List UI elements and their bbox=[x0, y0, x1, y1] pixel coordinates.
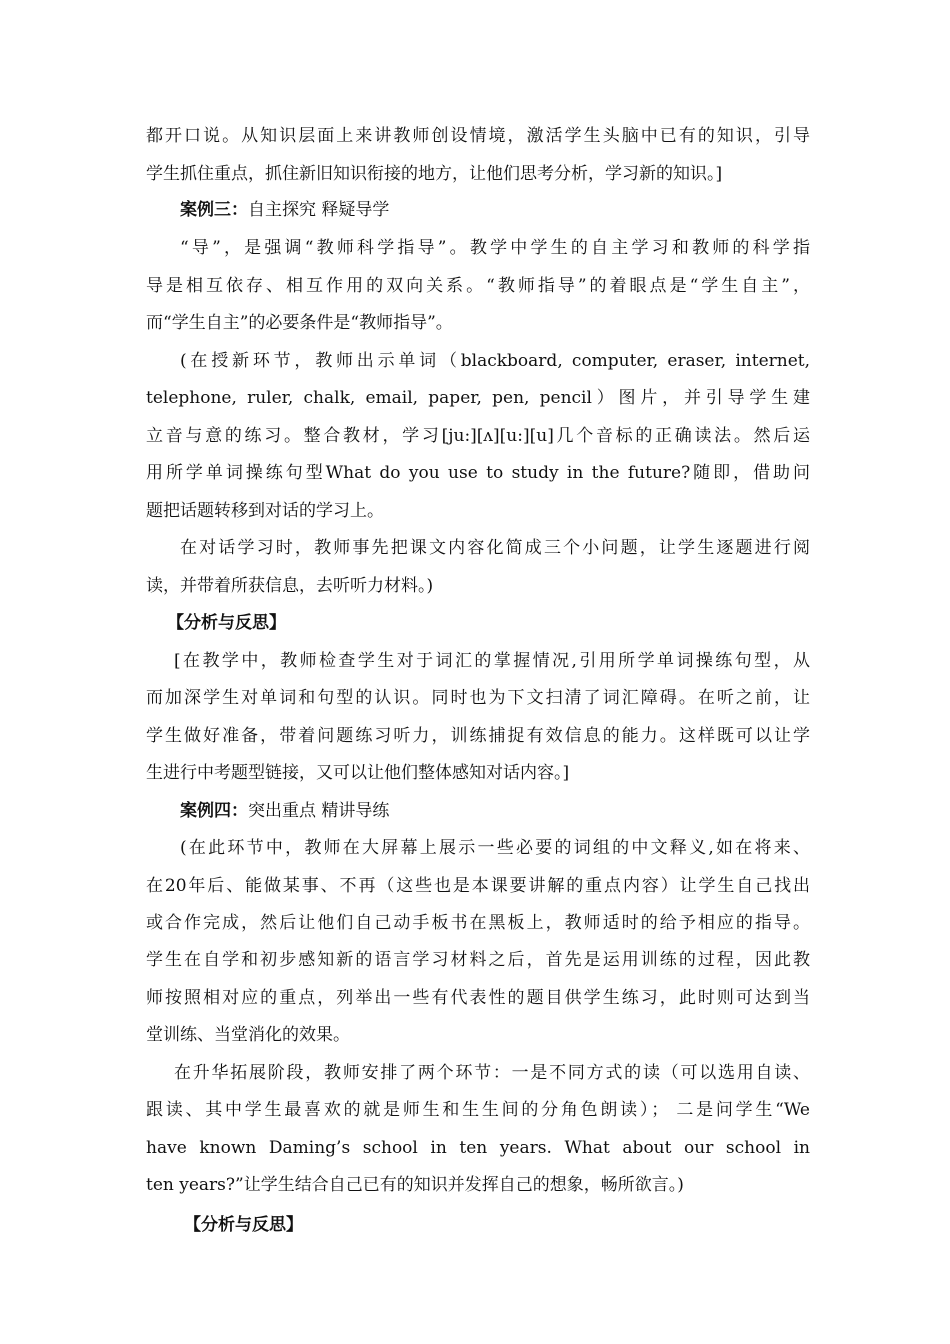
paragraph-line: 都开口说。从知识层面上来讲教师创设情境，激活学生头脑中已有的知识，引导 bbox=[146, 126, 810, 146]
paragraph-line: 题把话题转移到对话的学习上。 bbox=[146, 501, 384, 521]
paragraph-line: 堂训练、当堂消化的效果。 bbox=[146, 1025, 350, 1045]
paragraph-line: have known Daming’s school in ten years. What about our school in bbox=[146, 1138, 810, 1158]
paragraph-line: 立音与意的练习。整合教材，学习[ju:][ʌ][u:][u]几个音标的正确读法。然后运 bbox=[146, 426, 810, 446]
paragraph-line: (在授新环节，教师出示单词（blackboard, computer, eraser, internet, bbox=[180, 351, 810, 371]
paragraph-line: 而加深学生对单词和句型的认识。同时也为下文扫清了词汇障碍。在听之前，让 bbox=[146, 688, 810, 708]
case-label: 案例四： bbox=[180, 801, 248, 821]
paragraph-line: 在对话学习时，教师事先把课文内容化简成三个小问题，让学生逐题进行阅 bbox=[180, 538, 810, 558]
paragraph-line: ten years?”让学生结合自己已有的知识并发挥自己的想象，畅所欲言。) bbox=[146, 1175, 684, 1195]
paragraph-line: “导”，是强调“教师科学指导”。教学中学生的自主学习和教师的科学指 bbox=[180, 238, 810, 258]
case-title: 自主探究 释疑导学 bbox=[248, 200, 390, 220]
paragraph-line: 师按照相对应的重点，列举出一些有代表性的题目供学生练习，此时则可达到当 bbox=[146, 988, 810, 1008]
section-heading-analysis: 【分析与反思】 bbox=[184, 1215, 303, 1235]
case-label: 案例三： bbox=[180, 200, 248, 220]
paragraph-line: 而“学生自主”的必要条件是“教师指导”。 bbox=[146, 313, 453, 333]
paragraph-line: (在此环节中，教师在大屏幕上展示一些必要的词组的中文释义,如在将来、 bbox=[180, 838, 810, 858]
paragraph-line: 用所学单词操练句型What do you use to study in the future?随即，借助问 bbox=[146, 463, 810, 483]
case-heading-3 bbox=[180, 198, 810, 222]
case-title: 突出重点 精讲导练 bbox=[248, 801, 390, 821]
paragraph-line: 学生抓住重点，抓住新旧知识衔接的地方，让他们思考分析，学习新的知识。] bbox=[146, 164, 723, 184]
paragraph-line: 学生做好准备，带着问题练习听力，训练捕捉有效信息的能力。这样既可以让学 bbox=[146, 726, 810, 746]
paragraph-line: 学生在自学和初步感知新的语言学习材料之后，首先是运用训练的过程，因此教 bbox=[146, 950, 810, 970]
paragraph-line: 或合作完成，然后让他们自己动手板书在黑板上，教师适时的给予相应的指导。 bbox=[146, 913, 810, 933]
paragraph-line: 导是相互依存、相互作用的双向关系。“教师指导”的着眼点是“学生自主”， bbox=[146, 276, 810, 296]
paragraph-line: telephone, ruler, chalk, email, paper, pen, pencil）图片，并引导学生建 bbox=[146, 388, 810, 408]
paragraph-line: [在教学中，教师检查学生对于词汇的掌握情况,引用所学单词操练句型，从 bbox=[174, 651, 810, 671]
section-heading-analysis: 【分析与反思】 bbox=[167, 613, 286, 633]
paragraph-line: 读，并带着所获信息，去听听力材料。) bbox=[146, 576, 434, 596]
paragraph-line: 在20年后、能做某事、不再（这些也是本课要讲解的重点内容）让学生自己找出 bbox=[146, 876, 810, 896]
paragraph-line: 生进行中考题型链接，又可以让他们整体感知对话内容。] bbox=[146, 763, 570, 783]
paragraph-line: 在升华拓展阶段，教师安排了两个环节：一是不同方式的读（可以选用自读、 bbox=[174, 1063, 810, 1083]
case-heading-4 bbox=[180, 799, 810, 823]
paragraph-line: 跟读、其中学生最喜欢的就是师生和生生间的分角色朗读）； 二是问学生“We bbox=[146, 1100, 810, 1120]
